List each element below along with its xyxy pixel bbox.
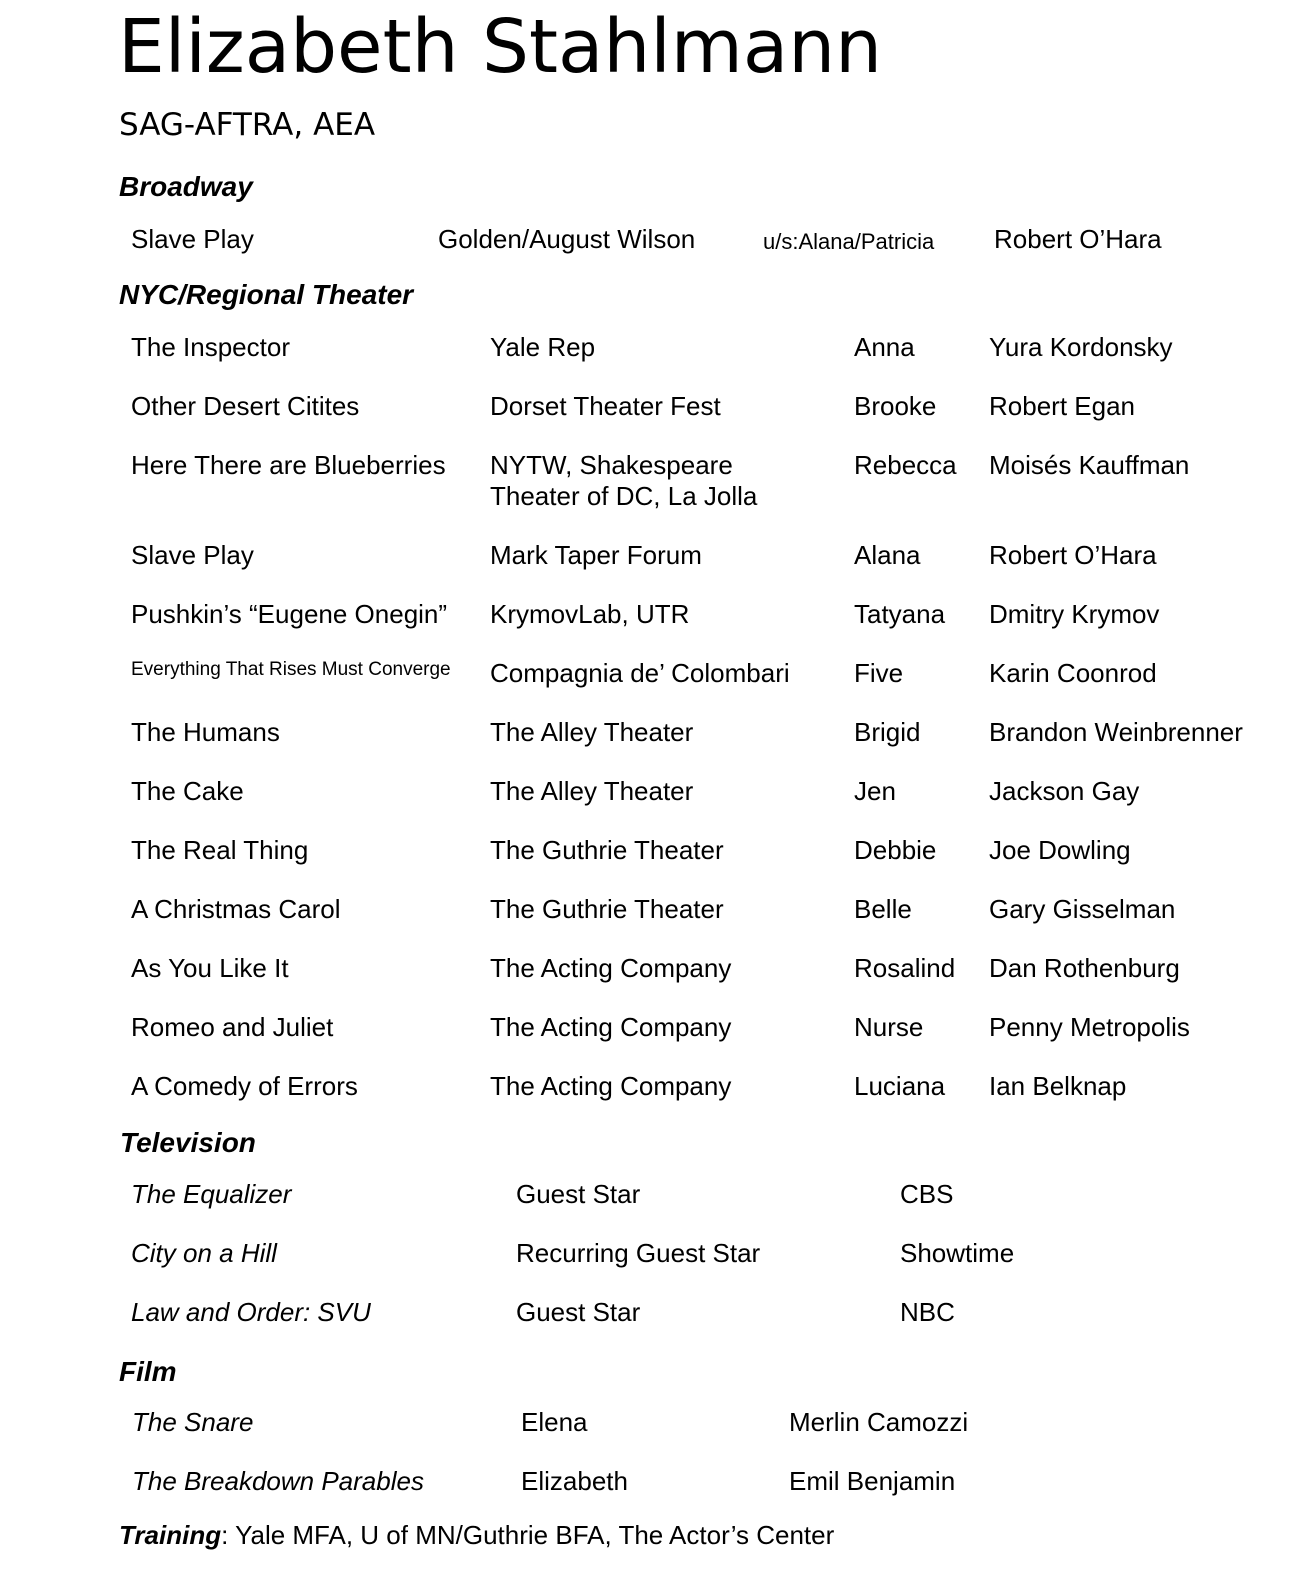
credit-title: As You Like It — [131, 953, 289, 983]
section-heading-regional-theater: NYC/Regional Theater — [119, 279, 414, 310]
credit-director: Yura Kordonsky — [989, 332, 1173, 362]
credit-venue: NYTW, Shakespeare — [490, 450, 733, 480]
credit-director: Penny Metropolis — [989, 1012, 1190, 1042]
credit-title: Here There are Blueberries — [131, 450, 446, 480]
credit-role: Nurse — [854, 1012, 924, 1042]
credit-role: Debbie — [854, 835, 937, 865]
credit-role: Brooke — [854, 391, 937, 421]
credit-role: Luciana — [854, 1071, 946, 1101]
credit-role: Rosalind — [854, 953, 956, 983]
credit-title: Pushkin’s “Eugene Onegin” — [131, 599, 448, 629]
credit-title: The Humans — [131, 717, 280, 747]
credit-venue: KrymovLab, UTR — [490, 599, 690, 629]
training-line — [119, 1518, 834, 1552]
credit-venue: Mark Taper Forum — [490, 540, 702, 570]
credit-director: Ian Belknap — [989, 1071, 1127, 1101]
credit-title: Slave Play — [131, 540, 254, 570]
credit-venue: Yale Rep — [490, 332, 596, 362]
union-affiliations: SAG-AFTRA, AEA — [119, 107, 376, 143]
credit-role: Elizabeth — [521, 1466, 628, 1496]
credit-director: Dmitry Krymov — [989, 599, 1160, 629]
credit-venue: Compagnia de’ Colombari — [490, 658, 790, 688]
credit-venue: The Guthrie Theater — [490, 835, 724, 865]
section-heading-television: Television — [120, 1127, 256, 1158]
credit-director: Robert O’Hara — [994, 224, 1162, 254]
credit-director: Robert Egan — [989, 391, 1135, 421]
credit-role: Belle — [854, 894, 912, 924]
credit-director: Joe Dowling — [989, 835, 1131, 865]
credit-director: Brandon Weinbrenner — [989, 717, 1243, 747]
credit-director: Dan Rothenburg — [989, 953, 1180, 983]
credit-director: Emil Benjamin — [789, 1466, 956, 1496]
credit-director: Jackson Gay — [989, 776, 1140, 806]
credit-title: The Breakdown Parables — [132, 1466, 424, 1496]
credit-title: The Equalizer — [131, 1179, 292, 1209]
credit-director: Gary Gisselman — [989, 894, 1176, 924]
credit-role: Guest Star — [516, 1297, 641, 1327]
credit-title: The Cake — [131, 776, 244, 806]
credit-director: Merlin Camozzi — [789, 1407, 969, 1437]
section-heading-film: Film — [119, 1356, 177, 1387]
credit-title: The Snare — [132, 1407, 254, 1437]
credit-title: The Real Thing — [131, 835, 309, 865]
credit-role: Jen — [854, 776, 896, 806]
credit-network: NBC — [900, 1297, 955, 1327]
credit-title: Other Desert Citites — [131, 391, 360, 421]
credit-title: Law and Order: SVU — [131, 1297, 371, 1327]
credit-venue: The Alley Theater — [490, 776, 694, 806]
training-text: : Yale MFA, U of MN/Guthrie BFA, The Actor’s Center — [221, 1520, 835, 1550]
credit-role: u/s:Alana/Patricia — [763, 229, 935, 254]
credit-director: Moisés Kauffman — [989, 450, 1190, 480]
credit-role: Brigid — [854, 717, 921, 747]
credit-role: Alana — [854, 540, 921, 570]
credit-venue: Golden/August Wilson — [438, 224, 696, 254]
credit-title: Romeo and Juliet — [131, 1012, 334, 1042]
credit-venue: The Acting Company — [490, 1012, 732, 1042]
credit-role: Anna — [854, 332, 915, 362]
credit-role: Tatyana — [854, 599, 946, 629]
credit-network: CBS — [900, 1179, 954, 1209]
credit-venue: The Alley Theater — [490, 717, 694, 747]
credit-director: Karin Coonrod — [989, 658, 1157, 688]
credit-title: Everything That Rises Must Converge — [131, 659, 451, 680]
credit-network: Showtime — [900, 1238, 1015, 1268]
credit-venue: The Guthrie Theater — [490, 894, 724, 924]
credit-venue: Dorset Theater Fest — [490, 391, 721, 421]
credit-venue: The Acting Company — [490, 953, 732, 983]
credit-title: The Inspector — [131, 332, 290, 362]
credit-title: Slave Play — [131, 224, 254, 254]
credit-role: Guest Star — [516, 1179, 641, 1209]
credit-role: Rebecca — [854, 450, 957, 480]
credit-venue-line-2: Theater of DC, La Jolla — [490, 481, 758, 511]
credit-role: Elena — [521, 1407, 588, 1437]
credit-director: Robert O’Hara — [989, 540, 1157, 570]
resume-name: Elizabeth Stahlmann — [118, 4, 883, 90]
credit-role: Recurring Guest Star — [516, 1238, 761, 1268]
training-label: Training — [119, 1520, 222, 1550]
credit-role: Five — [854, 658, 904, 688]
credit-title: A Christmas Carol — [131, 894, 341, 924]
section-heading-broadway: Broadway — [119, 171, 253, 202]
credit-title: A Comedy of Errors — [131, 1071, 358, 1101]
credit-venue: The Acting Company — [490, 1071, 732, 1101]
credit-title: City on a Hill — [131, 1238, 277, 1268]
